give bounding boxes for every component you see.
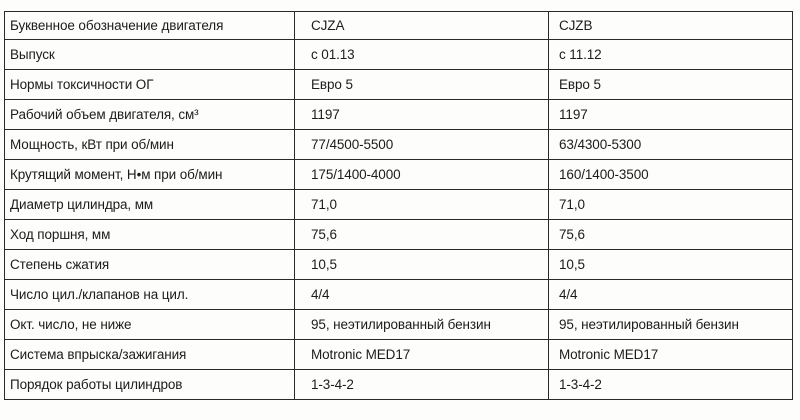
row-label: Рабочий объем двигателя, см³ — [5, 100, 295, 130]
cjzb-value: 1-3-4-2 — [549, 370, 793, 400]
engine-spec-table — [4, 11, 793, 400]
header-cjzb: CJZB — [549, 12, 793, 40]
cjza-value: 71,0 — [295, 190, 549, 220]
cjzb-value: 4/4 — [549, 280, 793, 310]
header-cjza: CJZA — [295, 12, 549, 40]
table-row — [5, 310, 793, 340]
cjzb-value: 63/4300-5300 — [549, 130, 793, 160]
cjza-value: 175/1400-4000 — [295, 160, 549, 190]
table-row — [5, 160, 793, 190]
cjzb-value: 71,0 — [549, 190, 793, 220]
row-label: Выпуск — [5, 40, 295, 70]
table-row — [5, 340, 793, 370]
row-label: Порядок работы цилиндров — [5, 370, 295, 400]
cjzb-value: 10,5 — [549, 250, 793, 280]
table-header-row — [5, 12, 793, 40]
row-label: Степень сжатия — [5, 250, 295, 280]
cjza-value: Евро 5 — [295, 70, 549, 100]
table-row — [5, 250, 793, 280]
cjzb-value: 1197 — [549, 100, 793, 130]
cjzb-value: Евро 5 — [549, 70, 793, 100]
row-label: Ход поршня, мм — [5, 220, 295, 250]
cjza-value: 1197 — [295, 100, 549, 130]
table-row — [5, 370, 793, 400]
cjza-value: 77/4500-5500 — [295, 130, 549, 160]
cjza-value: 4/4 — [295, 280, 549, 310]
cjza-value: 75,6 — [295, 220, 549, 250]
cjzb-value: 75,6 — [549, 220, 793, 250]
cjza-value: с 01.13 — [295, 40, 549, 70]
header-label: Буквенное обозначение двигателя — [5, 12, 295, 40]
table-row — [5, 100, 793, 130]
table-row — [5, 220, 793, 250]
row-label: Диаметр цилиндра, мм — [5, 190, 295, 220]
table-row — [5, 280, 793, 310]
table-row — [5, 190, 793, 220]
cjza-value: 95, неэтилированный бензин — [295, 310, 549, 340]
row-label: Мощность, кВт при об/мин — [5, 130, 295, 160]
row-label: Нормы токсичности ОГ — [5, 70, 295, 100]
cjzb-value: 160/1400-3500 — [549, 160, 793, 190]
cjza-value: 1-3-4-2 — [295, 370, 549, 400]
row-label: Система впрыска/зажигания — [5, 340, 295, 370]
cjza-value: Motronic MED17 — [295, 340, 549, 370]
cjza-value: 10,5 — [295, 250, 549, 280]
cjzb-value: 95, неэтилированный бензин — [549, 310, 793, 340]
row-label: Крутящий момент, Н•м при об/мин — [5, 160, 295, 190]
table-row — [5, 130, 793, 160]
table-row — [5, 70, 793, 100]
table-row — [5, 40, 793, 70]
cjzb-value: с 11.12 — [549, 40, 793, 70]
row-label: Окт. число, не ниже — [5, 310, 295, 340]
row-label: Число цил./клапанов на цил. — [5, 280, 295, 310]
cjzb-value: Motronic MED17 — [549, 340, 793, 370]
